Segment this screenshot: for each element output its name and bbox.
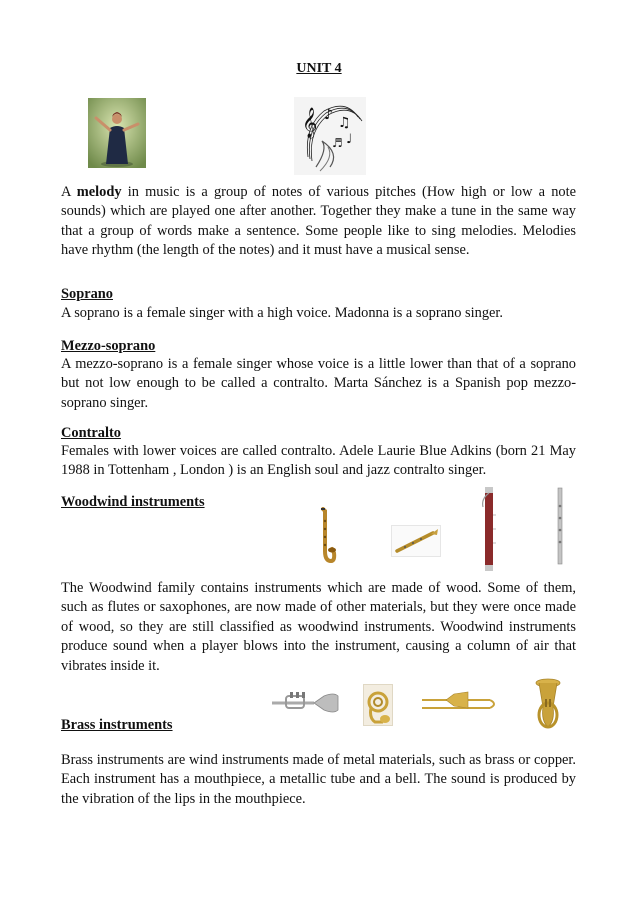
svg-text:♬: ♬ <box>332 136 343 150</box>
soprano-heading: Soprano <box>61 286 113 302</box>
clarinet-image <box>391 525 441 557</box>
mezzo-soprano-paragraph: A mezzo-soprano is a female singer whose voice is a little lower than that of a soprano but not low enough to be called a contralto. Marta Sánchez is a Spanish pop mezzo-soprano singer. <box>61 356 576 411</box>
mezzo-soprano-heading: Mezzo-soprano <box>61 338 156 354</box>
svg-text:♫: ♫ <box>338 115 351 131</box>
singer-photo <box>88 98 146 168</box>
flute-image <box>553 486 567 566</box>
contralto-paragraph: Females with lower voices are called contralto. Adele Laurie Blue Adkins (born 21 May 1988 in Tottenham , London ) is an English soul and jazz contralto singer. <box>61 443 576 479</box>
brass-paragraph: Brass instruments are wind instruments made of metal materials, such as brass or copper. Each instrument has a mouthpiece, a metallic tube and a bell. The sound is produced by the vibration of the lips in the mouthpiece. <box>61 752 576 807</box>
page-title: UNIT 4 <box>296 61 342 76</box>
contralto-heading: Contralto <box>61 425 121 441</box>
svg-text:𝄞: 𝄞 <box>302 108 318 138</box>
saxophone-image <box>309 507 339 567</box>
bassoon-image <box>479 485 499 573</box>
svg-text:♪: ♪ <box>324 107 333 123</box>
woodwind-heading: Woodwind instruments <box>61 494 205 510</box>
melody-bold-term: melody <box>76 184 122 200</box>
tuba-image <box>531 677 565 733</box>
melody-paragraph: A melody in music is a group of notes of various pitches (How high or low a note sounds) which are played one after another. Together they make a tune in the same way that a group of words make a sentence. Some people like to sing melodies. Melodies have rhythm (the length of the notes) and it must have a musical sense. <box>61 184 576 259</box>
woodwind-paragraph: The Woodwind family contains instruments which are made of wood. Some of them, such as flutes or saxophones, are now made of other materials, but they were once made of wood, so they are still classified as woodwind instruments. Woodwind instruments produce sound when a player blows into the instrument, causing a column of air that vibrates inside it. <box>61 580 576 674</box>
soprano-paragraph: A soprano is a female singer with a high voice. Madonna is a soprano singer. <box>61 305 504 321</box>
trumpet-image <box>268 688 340 718</box>
trombone-image <box>420 690 508 716</box>
music-notes-image <box>294 97 366 175</box>
brass-heading: Brass instruments <box>61 717 173 733</box>
svg-text:♩: ♩ <box>346 132 353 147</box>
french-horn-image <box>363 684 393 726</box>
